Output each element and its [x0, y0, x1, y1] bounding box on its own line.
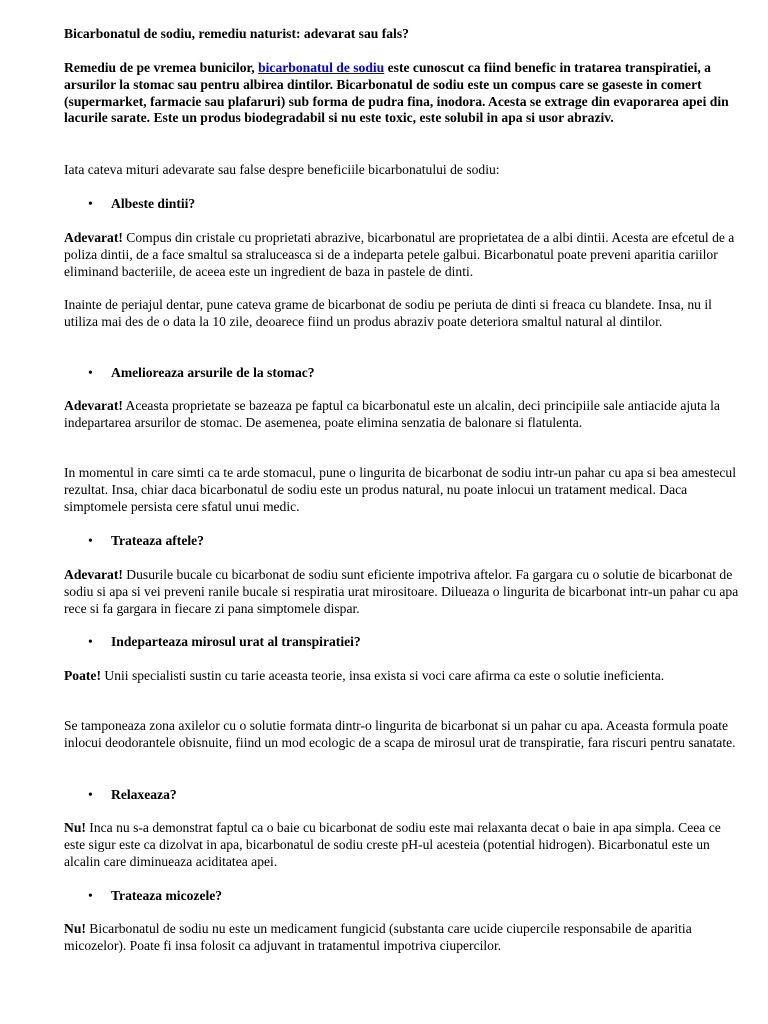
answer-paragraph — [64, 398, 744, 432]
question-heading: Indeparteaza mirosul urat al transpiratiei? — [111, 634, 361, 649]
tip-paragraph: In momentul in care simti ca te arde stomacul, pune o lingurita de bicarbonat de sodiu intr-un pahar cu apa si bea amestecul rezultat. Insa, chiar daca bicarbonatul de sodiu este un produs natural, nu poate inlocui un tratament medical. Daca simptomele persista cere sfatul unui medic. — [64, 465, 737, 514]
lead-paragraph: Iata cateva mituri adevarate sau false despre beneficiile bicarbonatului de sodiu: — [64, 162, 500, 177]
question-heading: Albeste dintii? — [111, 196, 196, 211]
answer-text: Aceasta proprietate se bazeaza pe faptul ca bicarbonatul este un alcalin, deci principiile sale antiacide ajuta la indepartarea arsurilor de stomac. De asemenea, poate elimina senzatia de balonare si flatulenta. — [64, 398, 720, 430]
bullet-icon: • — [88, 787, 93, 802]
bullet-icon: • — [88, 196, 93, 211]
question-heading: Trateaza micozele? — [111, 888, 223, 903]
verdict: Adevarat! — [64, 230, 123, 245]
intro-text-after-link: este cunoscut ca fiind benefic in tratarea transpiratiei, a arsurilor la stomac sau pentru albirea dintilor. Bicarbonatul de sodiu este un compus care se gaseste in comert (supermarket, farmacie sau plafaruri) sub forma de pudra fina, inodora. Acesta se extrage din evaporarea apei din lacurile sarate. Este un produs biodegradabil si nu este toxic, este solubil in apa si usor abraziv. — [64, 60, 729, 126]
verdict: Nu! — [64, 921, 86, 936]
answer-paragraph — [64, 921, 744, 955]
verdict: Nu! — [64, 820, 86, 835]
answer-text: Bicarbonatul de sodiu nu este un medicament fungicid (substanta care ucide ciupercile responsabile de aparitia micozelor). Poate fi insa folosit ca adjuvant in tratamentul impotriva ciupercilor. — [64, 921, 692, 953]
answer-paragraph — [64, 820, 744, 870]
intro-text-before-link: Remediu de pe vremea bunicilor, — [64, 60, 259, 75]
tip-paragraph: Se tamponeaza zona axilelor cu o solutie formata dintr-o lingurita de bicarbonat si un pahar cu apa. Aceasta formula poate inlocui deodorantele obisnuite, fiind un mod ecologic de a scapa de mirosul urat de transpiratie, fara riscuri pentru sanatate. — [64, 718, 736, 750]
bullet-icon: • — [88, 533, 93, 548]
verdict: Adevarat! — [64, 567, 123, 582]
bicarbonat-link[interactable]: bicarbonatul de sodiu — [258, 60, 385, 75]
bullet-icon: • — [88, 365, 93, 380]
tip-paragraph: Inainte de periajul dentar, pune cateva grame de bicarbonat de sodiu pe periuta de dinti si freaca cu blandete. Insa, nu il utiliza mai des de o data la 10 zile, deoarece fiind un produs abraziv poate deteriora smaltul natural al dintilor. — [64, 297, 712, 329]
question-heading: Amelioreaza arsurile de la stomac? — [111, 365, 315, 380]
bullet-icon: • — [88, 634, 93, 649]
answer-text: Unii specialisti sustin cu tarie aceasta teorie, insa exista si voci care afirma ca este o solutie ineficienta. — [101, 668, 665, 683]
answer-paragraph — [64, 567, 744, 617]
answer-text: Inca nu s-a demonstrat faptul ca o baie cu bicarbonat de sodiu este mai relaxanta decat o baie in apa simpla. Ceea ce este sigur este ca dizolvat in apa, bicarbonatul de sodiu creste pH-ul acesteia (potential hidrogen). Bicarbonatul este un alcalin care diminueaza aciditatea apei. — [64, 820, 721, 869]
intro-paragraph — [64, 60, 744, 127]
answer-text: Dusurile bucale cu bicarbonat de sodiu sunt eficiente impotriva aftelor. Fa gargara cu o solutie de bicarbonat de sodiu si apa si vei preveni ranile bucale si respiratia urat mirositoare. Dilueaza o lingurita de bicarbonat intr-un pahar cu apa rece si fa gargara in fiecare zi pana simptomele dispar. — [64, 567, 739, 616]
bullet-icon: • — [88, 888, 93, 903]
answer-paragraph — [64, 230, 744, 280]
answer-text: Compus din cristale cu proprietati abrazive, bicarbonatul are proprietatea de a albi dintii. Acesta are efcetul de a poliza dintii, de a face smaltul sa straluceasca si de a indeparta petele galbui. Bicarbonatul poate preveni aparitia cariilor eliminand bacteriile, de aceea este un ingredient de baza in pastele de dinti. — [64, 230, 735, 279]
verdict: Adevarat! — [64, 398, 123, 413]
question-heading: Relaxeaza? — [111, 787, 177, 802]
answer-paragraph — [64, 668, 744, 685]
verdict: Poate! — [64, 668, 101, 683]
question-heading: Trateaza aftele? — [111, 533, 204, 548]
article-title: Bicarbonatul de sodiu, remediu naturist: adevarat sau fals? — [64, 26, 409, 41]
